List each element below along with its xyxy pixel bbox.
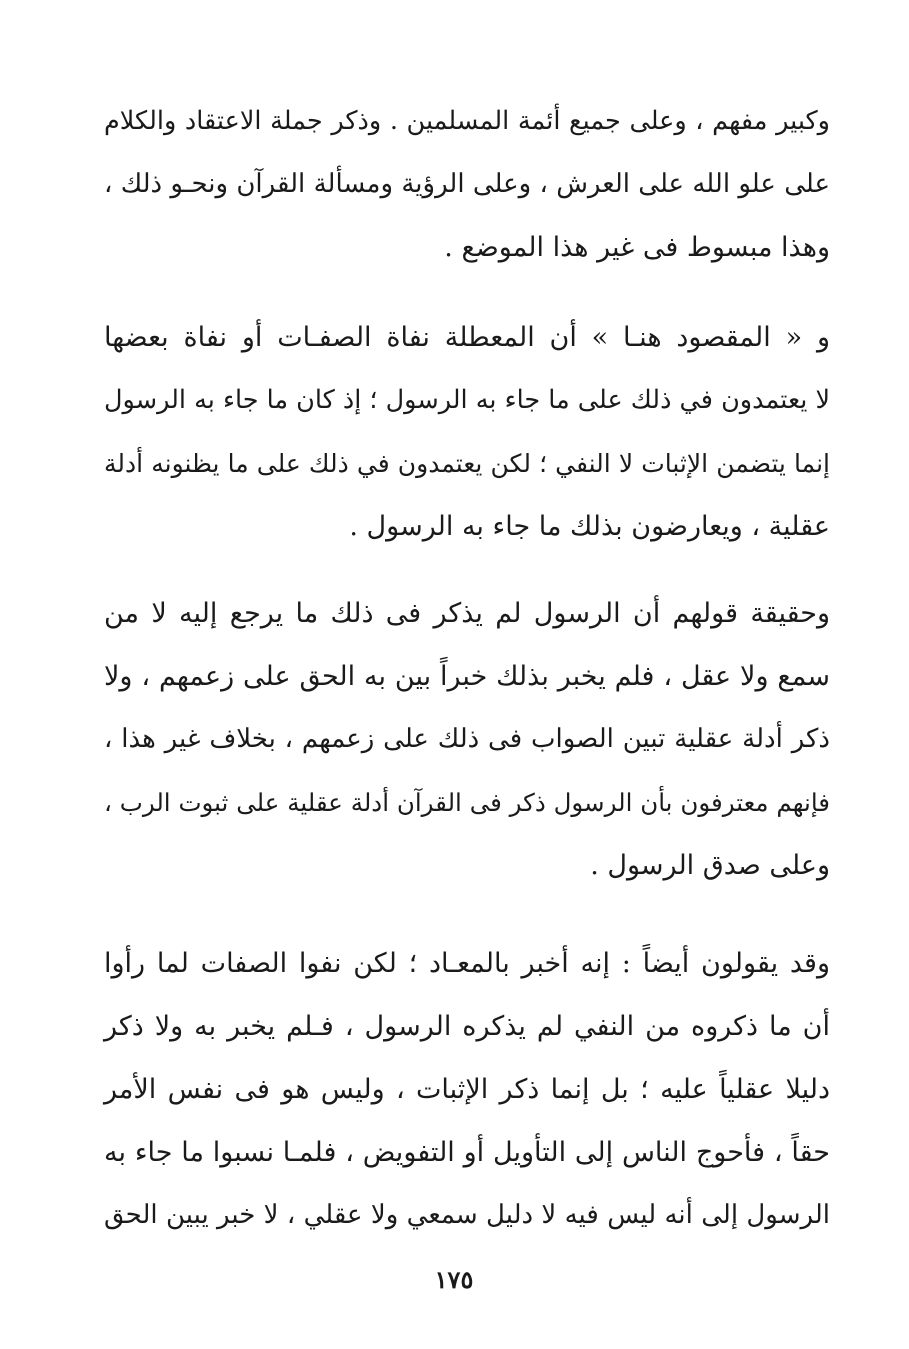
text-line: ذكر أدلة عقلية تبين الصواب فى ذلك على زعمهم ، بخلاف غير هذا ، xyxy=(104,724,830,754)
text-line: على علو الله على العرش ، وعلى الرؤية ومسألة القرآن ونحـو ذلك ، xyxy=(104,169,830,199)
text-line: وكبير مفهم ، وعلى جميع أئمة المسلمين . وذكر جملة الاعتقاد والكلام xyxy=(104,106,830,136)
text-line: وحقيقة قولهم أن الرسول لم يذكر فى ذلك ما يرجع إليه لا من xyxy=(104,598,830,629)
text-line: أن ما ذكروه من النفي لم يذكره الرسول ، فـلم يخبر به ولا ذكر xyxy=(104,1011,830,1042)
text-line: و « المقصود هنـا » أن المعطلة نفاة الصفـات أو نفاة بعضها xyxy=(104,322,830,353)
text-line: سمع ولا عقل ، فلم يخبر بذلك خبراً بين به الحق على زعمهم ، ولا xyxy=(104,661,830,692)
paragraph-3 xyxy=(104,582,830,897)
text-line: عقلية ، ويعارضون بذلك ما جاء به الرسول . xyxy=(349,511,830,542)
text-line: دليلا عقلياً عليه ؛ بل إنما ذكر الإثبات ، وليس هو فى نفس الأمر xyxy=(104,1074,830,1105)
text-line: إنما يتضمن الإثبات لا النفي ؛ لكن يعتمدون في ذلك على ما يظنونه أدلة xyxy=(104,449,830,478)
text-line: وهذا مبسوط فى غير هذا الموضع . xyxy=(444,232,830,263)
paragraph-4 xyxy=(104,932,830,1247)
paragraph-1 xyxy=(104,90,830,279)
text-line: فإنهم معترفون بأن الرسول ذكر فى القرآن أدلة عقلية على ثبوت الرب ، xyxy=(104,788,830,817)
text-line: وعلى صدق الرسول . xyxy=(590,850,830,881)
paragraph-2 xyxy=(104,306,830,558)
text-line: وقد يقولون أيضاً : إنه أخبر بالمعـاد ؛ لكن نفوا الصفات لما رأوا xyxy=(104,948,830,979)
text-line: حقاً ، فأحوج الناس إلى التأويل أو التفويض ، فلمـا نسبوا ما جاء به xyxy=(104,1137,830,1168)
text-line: لا يعتمدون في ذلك على ما جاء به الرسول ؛ إذ كان ما جاء به الرسول xyxy=(104,385,830,415)
page-number: ١٧٥ xyxy=(434,1265,474,1294)
text-line: الرسول إلى أنه ليس فيه لا دليل سمعي ولا عقلي ، لا خبر يبين الحق xyxy=(104,1200,830,1230)
